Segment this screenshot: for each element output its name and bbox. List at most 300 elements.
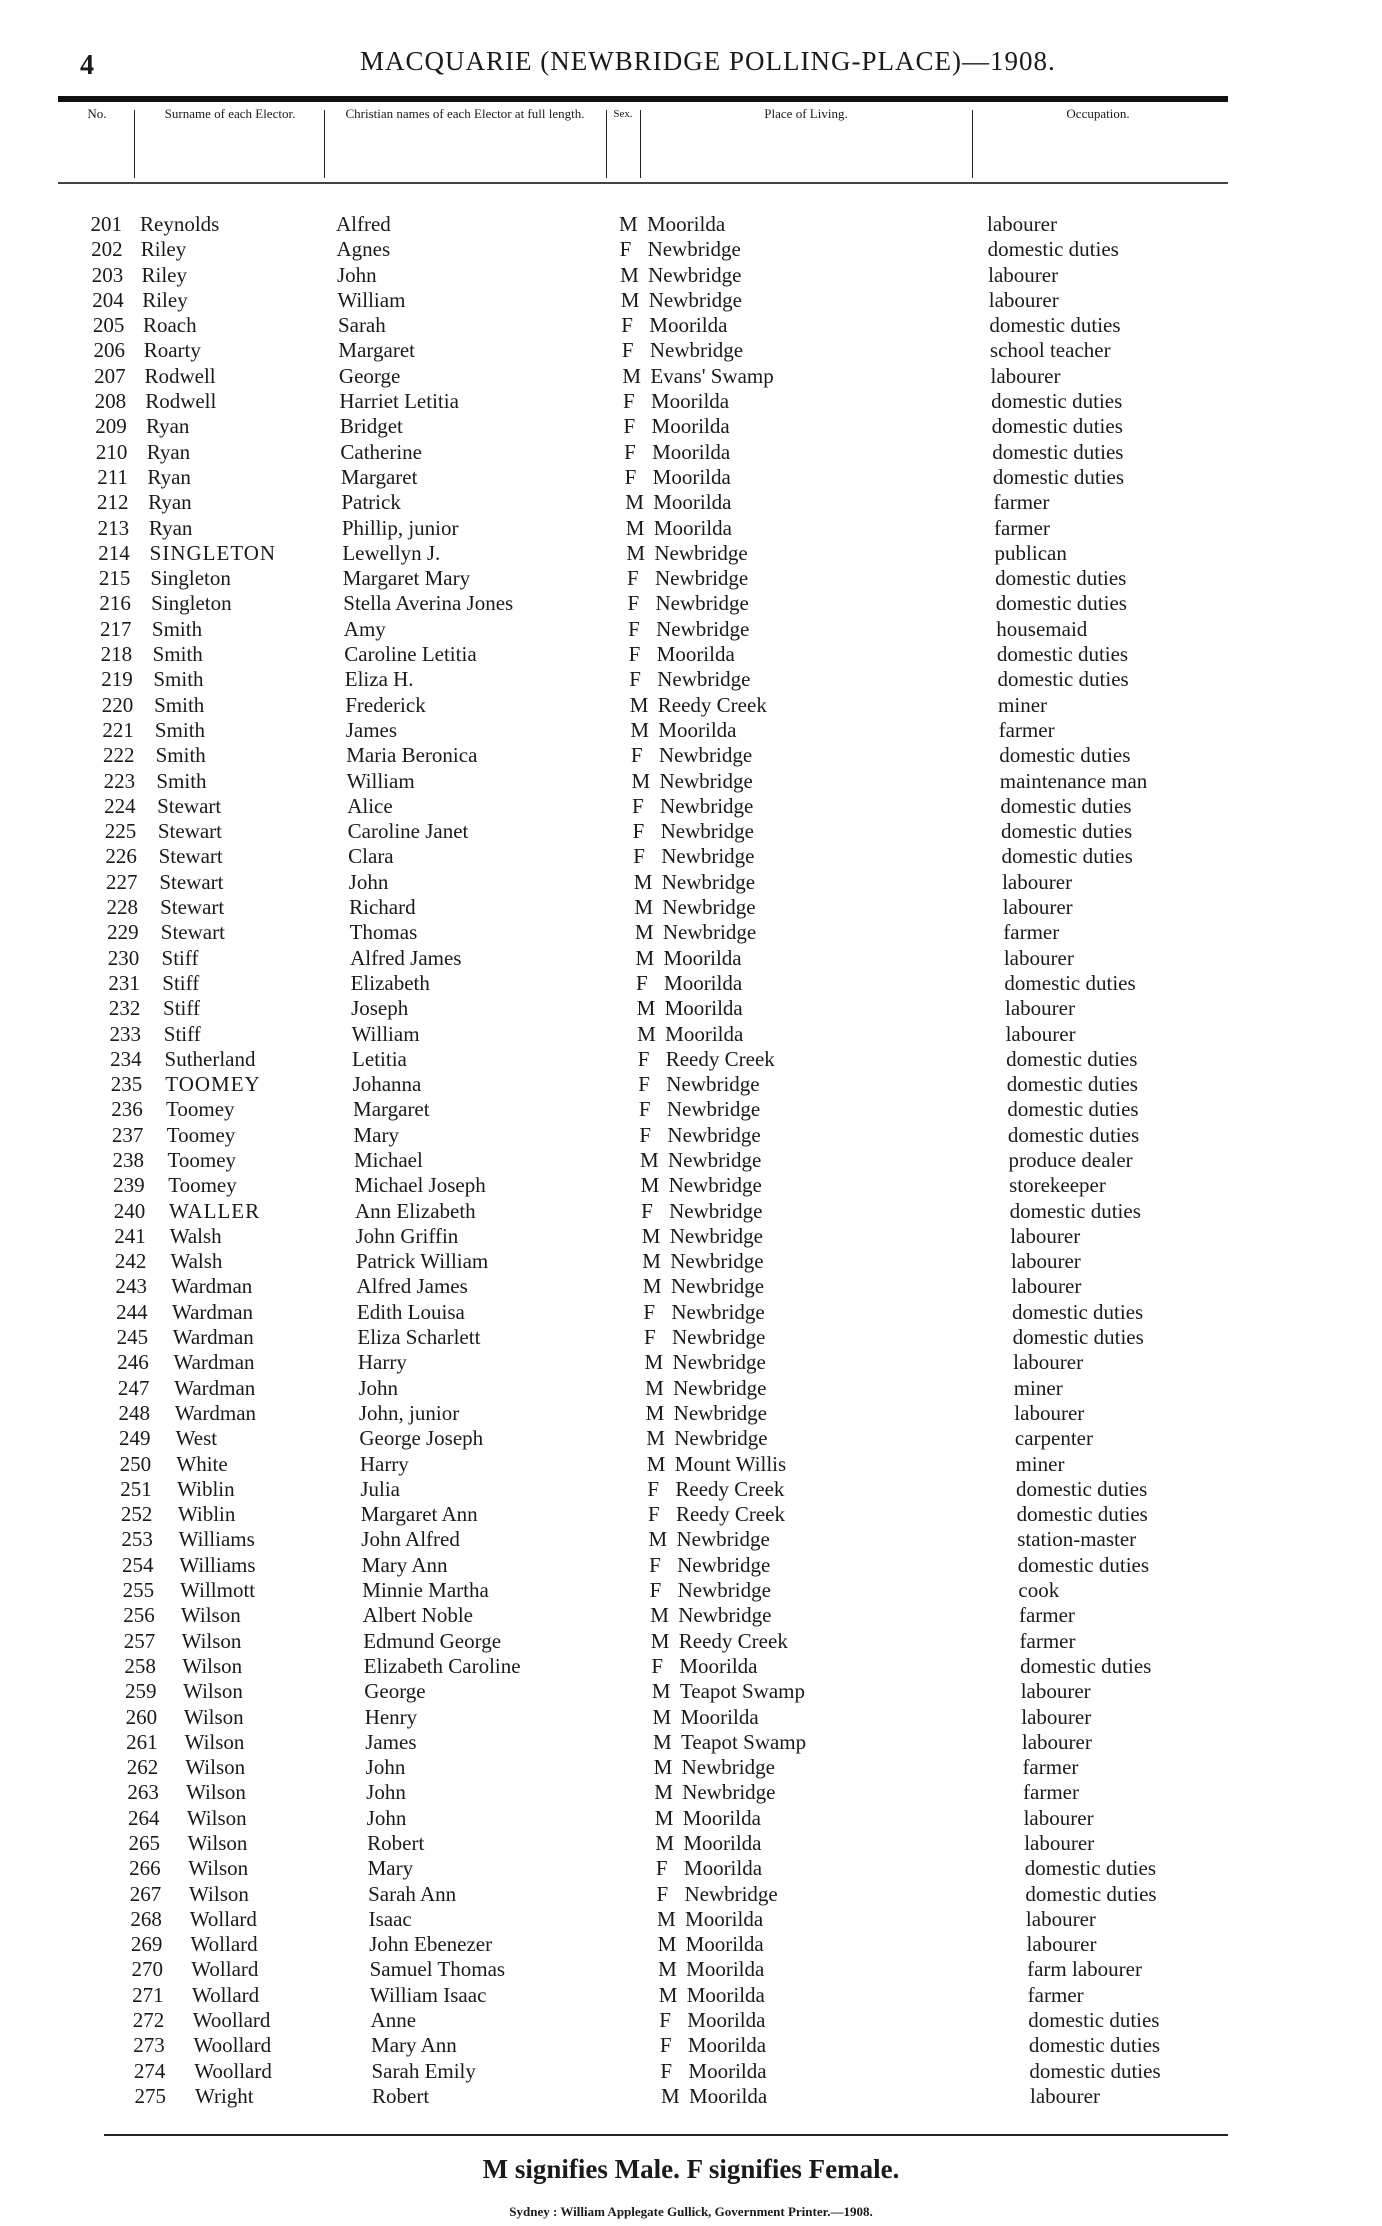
elector-occupation: domestic duties xyxy=(1000,819,1133,844)
elector-christian-names: John xyxy=(358,1375,399,1400)
elector-place: Newbridge xyxy=(661,869,756,894)
elector-number: 223 xyxy=(103,768,136,793)
elector-sex: M xyxy=(653,1729,672,1754)
elector-surname: Toomey xyxy=(166,1122,236,1147)
elector-sex: M xyxy=(661,2083,680,2108)
elector-christian-names: John Ebenezer xyxy=(369,1932,493,1957)
elector-sex: M xyxy=(652,1704,672,1729)
elector-sex: M xyxy=(642,1249,661,1274)
elector-place: Newbridge xyxy=(673,1375,767,1400)
elector-sex: M xyxy=(658,1982,678,2007)
elector-surname: Wilson xyxy=(186,1805,247,1830)
elector-occupation: farmer xyxy=(1022,1755,1079,1780)
elector-surname: Wilson xyxy=(185,1755,246,1780)
elector-sex: M xyxy=(642,1274,662,1299)
elector-surname: Wilson xyxy=(189,1881,249,1906)
elector-place: Reedy Creek xyxy=(657,692,767,717)
elector-surname: Williams xyxy=(179,1552,256,1577)
elector-place: Moorilda xyxy=(688,2058,767,2083)
elector-place: Newbridge xyxy=(669,1223,763,1248)
elector-christian-names: Isaac xyxy=(368,1906,412,1931)
elector-place: Newbridge xyxy=(672,1350,766,1375)
elector-number: 233 xyxy=(109,1021,142,1046)
elector-surname: Smith xyxy=(154,692,205,717)
elector-number: 249 xyxy=(119,1426,151,1451)
elector-sex: M xyxy=(631,768,651,793)
elector-surname: Toomey xyxy=(166,1097,235,1122)
table-row xyxy=(0,1325,1382,1350)
table-row xyxy=(0,414,1382,439)
elector-place: Newbridge xyxy=(668,1147,762,1172)
elector-sex: M xyxy=(619,212,638,236)
elector-sex: M xyxy=(651,1679,671,1704)
elector-occupation: farmer xyxy=(993,515,1050,540)
elector-number: 209 xyxy=(95,414,127,439)
elector-surname: Wilson xyxy=(186,1780,246,1805)
elector-christian-names: Minnie Martha xyxy=(362,1578,489,1603)
elector-occupation: domestic duties xyxy=(1006,1072,1138,1097)
elector-occupation: labourer xyxy=(1013,1350,1084,1375)
elector-christian-names: Margaret xyxy=(353,1097,430,1122)
elector-sex: M xyxy=(625,515,645,540)
elector-christian-names: Agnes xyxy=(336,237,391,262)
elector-christian-names: Edmund George xyxy=(363,1628,502,1653)
header-sex: Sex. xyxy=(613,108,633,120)
table-row xyxy=(0,1148,1382,1173)
elector-place: Newbridge xyxy=(659,768,753,793)
elector-sex: M xyxy=(644,1350,664,1375)
elector-number: 224 xyxy=(104,793,136,818)
elector-occupation: domestic duties xyxy=(1000,793,1132,818)
elector-occupation: station-master xyxy=(1017,1527,1137,1552)
printer-imprint: Sydney : William Applegate Gullick, Government Printer.—1908. xyxy=(509,2204,873,2219)
elector-number: 201 xyxy=(90,212,122,236)
elector-surname: Toomey xyxy=(168,1173,237,1198)
elector-sex: M xyxy=(620,262,639,287)
elector-surname: Wilson xyxy=(184,1729,245,1754)
elector-christian-names: Amy xyxy=(343,616,386,641)
elector-number: 256 xyxy=(123,1603,155,1628)
elector-christian-names: Elizabeth xyxy=(350,970,430,995)
elector-occupation: domestic duties xyxy=(1001,844,1133,869)
elector-sex: M xyxy=(634,895,653,920)
elector-christian-names: Bridget xyxy=(339,414,403,439)
elector-sex: F xyxy=(621,313,633,338)
elector-place: Newbridge xyxy=(662,920,757,945)
elector-sex: M xyxy=(625,490,644,515)
elector-sex: F xyxy=(619,237,632,262)
elector-sex: M xyxy=(622,363,642,388)
elector-number: 213 xyxy=(97,515,130,540)
elector-occupation: farmer xyxy=(1023,1780,1079,1805)
elector-surname: Stiff xyxy=(162,970,200,995)
elector-sex: F xyxy=(643,1325,656,1350)
elector-number: 251 xyxy=(120,1476,152,1501)
elector-number: 270 xyxy=(131,1957,164,1982)
elector-number: 211 xyxy=(97,464,128,489)
elector-place: Newbridge xyxy=(666,1072,760,1097)
elector-sex: F xyxy=(647,1502,660,1527)
elector-christian-names: John, junior xyxy=(358,1400,460,1425)
elector-occupation: labourer xyxy=(988,262,1059,287)
elector-surname: Wardman xyxy=(173,1350,255,1375)
elector-sex: F xyxy=(649,1578,662,1603)
elector-occupation: labourer xyxy=(1011,1274,1082,1299)
elector-place: Newbridge xyxy=(647,237,741,262)
elector-surname: Stiff xyxy=(163,1021,201,1046)
elector-surname: Stiff xyxy=(161,945,199,970)
elector-place: Newbridge xyxy=(657,667,751,692)
elector-place: Moorilda xyxy=(686,1982,765,2007)
elector-surname: Walsh xyxy=(169,1223,222,1248)
elector-christian-names: George Joseph xyxy=(359,1426,484,1451)
elector-number: 231 xyxy=(108,970,140,995)
elector-christian-names: Edith Louisa xyxy=(356,1299,465,1324)
column-divider xyxy=(972,110,973,178)
elector-occupation: labourer xyxy=(1020,1679,1091,1704)
elector-surname: Sutherland xyxy=(164,1046,256,1071)
elector-christian-names: Maria Beronica xyxy=(346,743,478,768)
elector-christian-names: Julia xyxy=(360,1476,400,1501)
elector-sex: F xyxy=(622,389,635,414)
elector-christian-names: Margaret xyxy=(340,464,418,489)
elector-christian-names: Robert xyxy=(372,2083,430,2108)
elector-surname: Roarty xyxy=(143,338,201,363)
table-row xyxy=(0,1780,1382,1805)
elector-sex: F xyxy=(624,464,637,489)
table-row xyxy=(0,1578,1382,1603)
elector-christian-names: Elizabeth Caroline xyxy=(363,1653,521,1678)
table-row xyxy=(0,212,1382,237)
elector-christian-names: Henry xyxy=(364,1704,418,1729)
elector-place: Newbridge xyxy=(677,1578,771,1603)
elector-number: 236 xyxy=(111,1097,143,1122)
table-row xyxy=(0,1806,1382,1831)
elector-place: Moorilda xyxy=(664,970,743,995)
elector-christian-names: Michael xyxy=(354,1147,423,1172)
elector-occupation: domestic duties xyxy=(1016,1476,1148,1501)
elector-occupation: labourer xyxy=(1010,1223,1081,1248)
elector-christian-names: Mary xyxy=(353,1122,399,1147)
elector-place: Reedy Creek xyxy=(675,1502,785,1527)
elector-christian-names: George xyxy=(364,1679,426,1704)
elector-surname: Wright xyxy=(195,2083,254,2108)
elector-surname: Ryan xyxy=(146,439,191,464)
elector-occupation: labourer xyxy=(1026,1932,1097,1957)
table-row xyxy=(0,1730,1382,1755)
table-row xyxy=(0,2033,1382,2058)
elector-sex: F xyxy=(660,2058,673,2083)
table-row xyxy=(0,895,1382,920)
elector-sex: F xyxy=(633,844,645,869)
elector-surname: Wollard xyxy=(192,1982,260,2007)
elector-christian-names: Stella Averina Jones xyxy=(343,591,514,616)
elector-place: Newbridge xyxy=(673,1400,767,1425)
elector-place: Moorilda xyxy=(689,2083,768,2108)
elector-surname: SINGLETON xyxy=(149,540,277,565)
table-row xyxy=(0,819,1382,844)
elector-number: 218 xyxy=(100,642,133,667)
table-row xyxy=(0,1300,1382,1325)
elector-christian-names: Patrick William xyxy=(355,1249,489,1274)
elector-number: 254 xyxy=(122,1552,154,1577)
elector-occupation: domestic duties xyxy=(987,237,1119,262)
elector-number: 260 xyxy=(125,1704,158,1729)
elector-christian-names: Joseph xyxy=(351,996,409,1021)
elector-sex: M xyxy=(657,1932,677,1957)
elector-occupation: labourer xyxy=(987,212,1057,236)
table-row xyxy=(0,996,1382,1021)
elector-occupation: farmer xyxy=(993,490,1050,515)
elector-sex: F xyxy=(647,1476,660,1501)
elector-sex: M xyxy=(630,717,650,742)
sex-legend: M signifies Male. F signifies Female. xyxy=(482,2154,900,2184)
elector-occupation: domestic duties xyxy=(989,313,1121,338)
elector-surname: Wilson xyxy=(182,1653,243,1678)
table-row xyxy=(0,1376,1382,1401)
elector-christian-names: Caroline Letitia xyxy=(344,642,477,667)
elector-sex: M xyxy=(645,1375,664,1400)
elector-number: 240 xyxy=(113,1198,146,1223)
elector-christian-names: Phillip, junior xyxy=(341,515,459,540)
elector-surname: Woollard xyxy=(194,2058,272,2083)
elector-sex: M xyxy=(654,1805,674,1830)
elector-sex: M xyxy=(655,1831,674,1855)
elector-sex: M xyxy=(646,1451,666,1476)
elector-occupation: domestic duties xyxy=(997,667,1129,692)
elector-sex: F xyxy=(659,2033,672,2058)
elector-number: 245 xyxy=(116,1325,149,1350)
elector-occupation: domestic duties xyxy=(991,389,1123,414)
elector-surname: Wilson xyxy=(187,1831,248,1855)
table-row xyxy=(0,1831,1382,1856)
elector-christian-names: Margaret xyxy=(338,338,415,363)
elector-surname: Smith xyxy=(151,616,203,641)
elector-place: Newbridge xyxy=(660,793,754,818)
elector-surname: Wardman xyxy=(171,1274,253,1299)
elector-christian-names: William Isaac xyxy=(370,1982,487,2007)
table-row xyxy=(0,591,1382,616)
elector-number: 208 xyxy=(94,389,127,414)
elector-surname: Wilson xyxy=(180,1603,241,1628)
elector-number: 268 xyxy=(130,1906,162,1931)
elector-surname: Riley xyxy=(142,287,188,312)
elector-place: Newbridge xyxy=(648,287,742,312)
elector-surname: Ryan xyxy=(148,515,193,540)
elector-surname: Smith xyxy=(154,717,206,742)
elector-christian-names: William xyxy=(346,768,415,793)
table-row xyxy=(0,566,1382,591)
table-row xyxy=(0,870,1382,895)
table-row xyxy=(0,743,1382,768)
elector-occupation: labourer xyxy=(1002,869,1073,894)
elector-christian-names: John Alfred xyxy=(361,1527,460,1552)
elector-number: 242 xyxy=(114,1249,147,1274)
elector-christian-names: Mary Ann xyxy=(371,2033,457,2058)
elector-number: 247 xyxy=(117,1375,150,1400)
elector-sex: F xyxy=(659,2008,671,2033)
elector-christian-names: Caroline Janet xyxy=(347,819,469,844)
elector-christian-names: Harriet Letitia xyxy=(339,389,459,414)
elector-sex: F xyxy=(651,1653,664,1678)
elector-surname: Wardman xyxy=(171,1299,254,1324)
elector-occupation: domestic duties xyxy=(1007,1122,1140,1147)
elector-sex: F xyxy=(630,743,643,768)
elector-sex: M xyxy=(650,1603,669,1628)
elector-place: Moorilda xyxy=(665,1021,744,1046)
table-row xyxy=(0,1123,1382,1148)
elector-number: 238 xyxy=(112,1147,144,1172)
table-row xyxy=(0,541,1382,566)
elector-number: 228 xyxy=(106,895,139,920)
elector-surname: Woollard xyxy=(192,2008,271,2033)
table-row xyxy=(0,1224,1382,1249)
elector-christian-names: Ann Elizabeth xyxy=(354,1198,476,1223)
elector-christian-names: Margaret Mary xyxy=(342,566,471,591)
elector-occupation: labourer xyxy=(1005,996,1075,1021)
elector-surname: Walsh xyxy=(170,1249,223,1274)
elector-occupation: domestic duties xyxy=(1011,1299,1144,1324)
elector-christian-names: Sarah Emily xyxy=(371,2058,476,2083)
elector-place: Newbridge xyxy=(682,1780,776,1805)
elector-surname: WALLER xyxy=(168,1198,261,1223)
elector-place: Moorilda xyxy=(649,313,728,338)
table-row xyxy=(0,971,1382,996)
elector-christian-names: John xyxy=(366,1805,407,1830)
elector-number: 274 xyxy=(133,2058,166,2083)
elector-surname: Wollard xyxy=(189,1906,257,1931)
elector-occupation: labourer xyxy=(1002,895,1073,920)
table-row xyxy=(0,389,1382,414)
table-row xyxy=(0,1856,1382,1881)
elector-christian-names: Patrick xyxy=(341,490,401,515)
elector-place: Moorilda xyxy=(687,2008,766,2033)
elector-occupation: labourer xyxy=(1003,945,1074,970)
elector-place: Moorilda xyxy=(686,1957,765,1982)
elector-number: 230 xyxy=(107,945,140,970)
elector-occupation: labourer xyxy=(1025,1906,1096,1931)
elector-number: 272 xyxy=(132,2008,165,2033)
elector-number: 263 xyxy=(127,1780,159,1805)
elector-sex: M xyxy=(646,1426,665,1451)
table-row xyxy=(0,1907,1382,1932)
elector-occupation: domestic duties xyxy=(1016,1502,1148,1527)
elector-place: Moorilda xyxy=(680,1704,759,1729)
elector-occupation: domestic duties xyxy=(995,591,1127,616)
elector-occupation: labourer xyxy=(1014,1400,1085,1425)
elector-place: Newbridge xyxy=(662,895,756,920)
elector-surname: Stewart xyxy=(157,793,222,818)
elector-occupation: domestic duties xyxy=(1006,1046,1138,1071)
elector-sex: F xyxy=(637,1046,650,1071)
table-row xyxy=(0,1527,1382,1552)
table-row xyxy=(0,263,1382,288)
page-number: 4 xyxy=(80,50,94,81)
elector-christian-names: Frederick xyxy=(345,692,426,717)
elector-place: Newbridge xyxy=(655,591,749,616)
elector-sex: M xyxy=(650,1628,670,1653)
elector-sex: F xyxy=(641,1198,653,1223)
elector-surname: Singleton xyxy=(150,566,231,591)
table-row xyxy=(0,1983,1382,2008)
table-row xyxy=(0,693,1382,718)
elector-occupation: labourer xyxy=(1023,1805,1094,1830)
elector-occupation: labourer xyxy=(988,287,1059,312)
elector-number: 239 xyxy=(113,1173,145,1198)
table-row xyxy=(0,1173,1382,1198)
elector-christian-names: Lewellyn J. xyxy=(342,540,441,565)
elector-christian-names: Clara xyxy=(348,844,394,869)
elector-place: Newbridge xyxy=(667,1122,761,1147)
elector-number: 248 xyxy=(118,1400,150,1425)
header-place-of-living: Place of Living. xyxy=(764,106,848,121)
elector-christian-names: Alfred James xyxy=(356,1274,468,1299)
elector-place: Moorilda xyxy=(664,996,743,1021)
elector-place: Newbridge xyxy=(654,566,749,591)
elector-surname: Wiblin xyxy=(177,1476,235,1501)
elector-number: 269 xyxy=(130,1932,163,1957)
elector-surname: Smith xyxy=(155,743,206,768)
elector-place: Moorilda xyxy=(683,1856,763,1881)
elector-sex: F xyxy=(623,414,636,439)
elector-christian-names: Mary Ann xyxy=(361,1552,448,1577)
elector-sex: M xyxy=(626,540,646,565)
elector-sex: M xyxy=(641,1223,661,1248)
elector-occupation: domestic duties xyxy=(995,566,1127,591)
elector-occupation: domestic duties xyxy=(1029,2058,1161,2083)
table-row xyxy=(0,642,1382,667)
elector-occupation: domestic duties xyxy=(1009,1198,1141,1223)
table-row xyxy=(0,1401,1382,1426)
table-row xyxy=(0,946,1382,971)
elector-occupation: labourer xyxy=(1005,1021,1076,1046)
elector-place: Newbridge xyxy=(670,1274,765,1299)
elector-number: 222 xyxy=(102,743,135,768)
elector-occupation: maintenance man xyxy=(999,768,1148,793)
elector-occupation: farmer xyxy=(1018,1603,1075,1628)
elector-sex: M xyxy=(633,869,653,894)
elector-surname: Rodwell xyxy=(145,389,217,414)
table-row xyxy=(0,1932,1382,1957)
elector-occupation: labourer xyxy=(1030,2083,1100,2108)
elector-occupation: domestic duties xyxy=(1020,1653,1152,1678)
elector-occupation: cook xyxy=(1018,1578,1060,1603)
elector-occupation: housemaid xyxy=(996,616,1088,641)
elector-christian-names: Harry xyxy=(357,1350,407,1375)
table-row xyxy=(0,1654,1382,1679)
elector-surname: Stewart xyxy=(157,819,222,844)
elector-number: 237 xyxy=(111,1122,144,1147)
elector-sex: F xyxy=(649,1552,661,1577)
table-row xyxy=(0,516,1382,541)
elector-christian-names: Alfred James xyxy=(350,945,462,970)
elector-number: 261 xyxy=(126,1729,158,1754)
elector-surname: Willmott xyxy=(180,1578,256,1603)
elector-occupation: domestic duties xyxy=(992,439,1124,464)
elector-place: Moorilda xyxy=(647,212,726,236)
elector-sex: F xyxy=(621,338,634,363)
elector-sex: F xyxy=(638,1097,651,1122)
elector-sex: M xyxy=(645,1400,665,1425)
elector-number: 219 xyxy=(101,667,133,692)
elector-number: 271 xyxy=(132,1982,164,2007)
elector-number: 275 xyxy=(134,2083,166,2108)
elector-place: Newbridge xyxy=(676,1527,770,1552)
elector-number: 205 xyxy=(92,313,125,338)
elector-christian-names: Samuel Thomas xyxy=(369,1957,506,1982)
elector-christian-names: John xyxy=(366,1780,406,1805)
elector-surname: Wollard xyxy=(190,1932,258,1957)
